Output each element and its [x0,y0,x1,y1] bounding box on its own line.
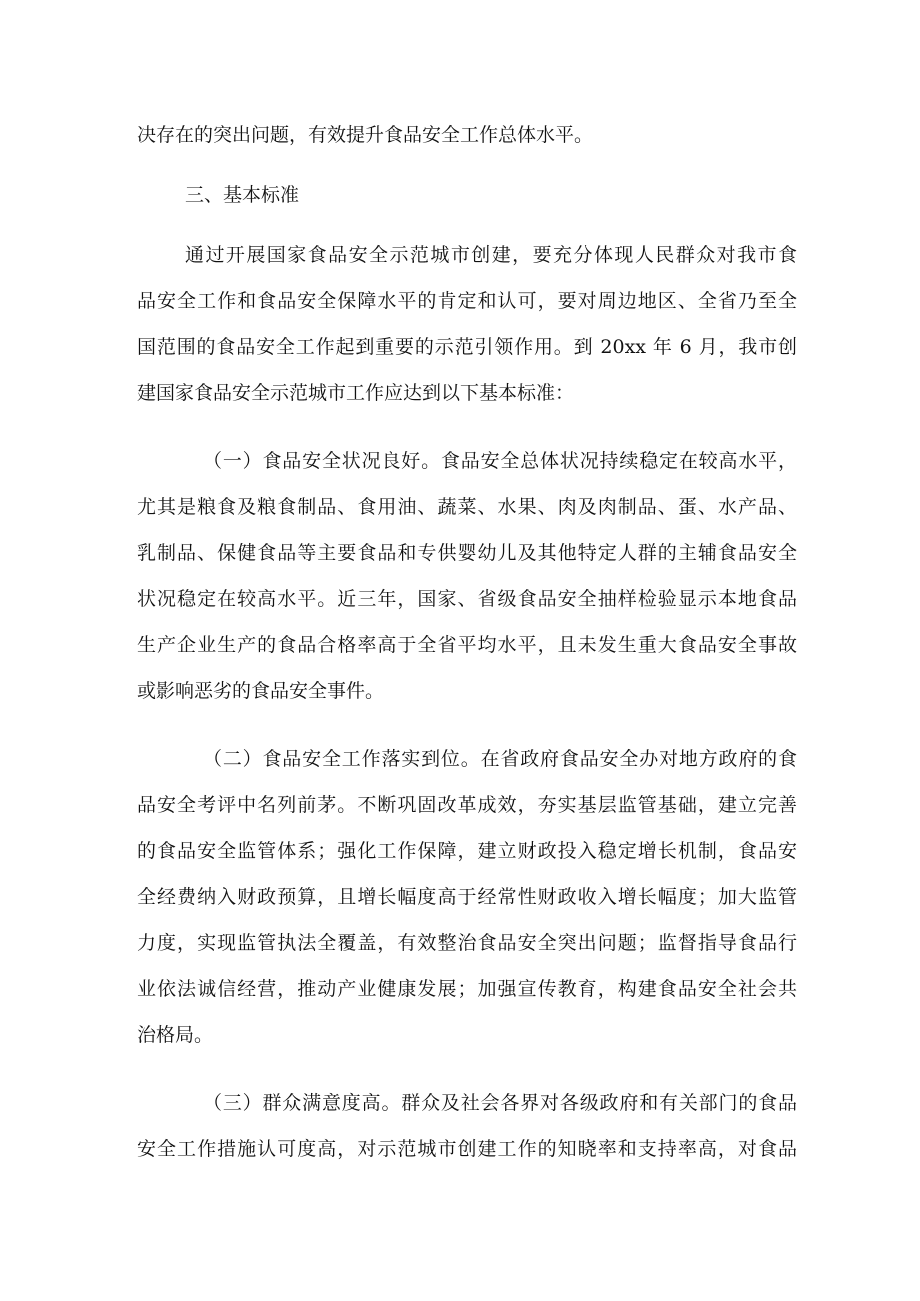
text-line: 或影响恶劣的食品安全事件。 [137,680,385,702]
text-line: 国范围的食品安全工作起到重要的示范引领作用。到 20xx 年 6 月，我市创 [137,336,797,358]
text-line: 状况稳定在较高水平。近三年，国家、省级食品安全抽样检验显示本地食品 [137,588,797,610]
text-line: （一）食品安全状况良好。食品安全总体状况持续稳定在较高水平， [203,450,797,472]
text-line: （二）食品安全工作落实到位。在省政府食品安全办对地方政府的食 [203,748,797,770]
text-line: 的食品安全监管体系；强化工作保障，建立财政投入稳定增长机制，食品安 [137,840,797,862]
text-line: 品安全考评中名列前茅。不断巩固改革成效，夯实基层监管基础，建立完善 [137,794,797,816]
text-line: 尤其是粮食及粮食制品、食用油、蔬菜、水果、肉及肉制品、蛋、水产品、 [137,496,797,518]
text-line: 乳制品、保健食品等主要食品和专供婴幼儿及其他特定人群的主辅食品安全 [137,542,797,564]
text-line: 生产企业生产的食品合格率高于全省平均水平，且未发生重大食品安全事故 [137,634,797,656]
text-line: 决存在的突出问题，有效提升食品安全工作总体水平。 [137,124,594,146]
text-line: 品安全工作和食品安全保障水平的肯定和认可，要对周边地区、全省乃至全 [137,290,797,312]
text-line: 业依法诚信经营，推动产业健康发展；加强宣传教育，构建食品安全社会共 [137,978,797,1000]
text-line: 全经费纳入财政预算，且增长幅度高于经常性财政收入增长幅度；加大监管 [137,886,797,908]
text-line: 治格局。 [137,1024,214,1046]
text-line: 建国家食品安全示范城市工作应达到以下基本标准： [137,382,575,404]
section-heading: 三、基本标准 [185,184,300,206]
text-line: （三）群众满意度高。群众及社会各界对各级政府和有关部门的食品 [203,1092,797,1114]
text-line: 力度，实现监管执法全覆盖，有效整治食品安全突出问题；监督指导食品行 [137,932,797,954]
text-line: 安全工作措施认可度高，对示范城市创建工作的知晓率和支持率高，对食品 [137,1138,797,1160]
text-line: 通过开展国家食品安全示范城市创建，要充分体现人民群众对我市食 [185,244,797,266]
